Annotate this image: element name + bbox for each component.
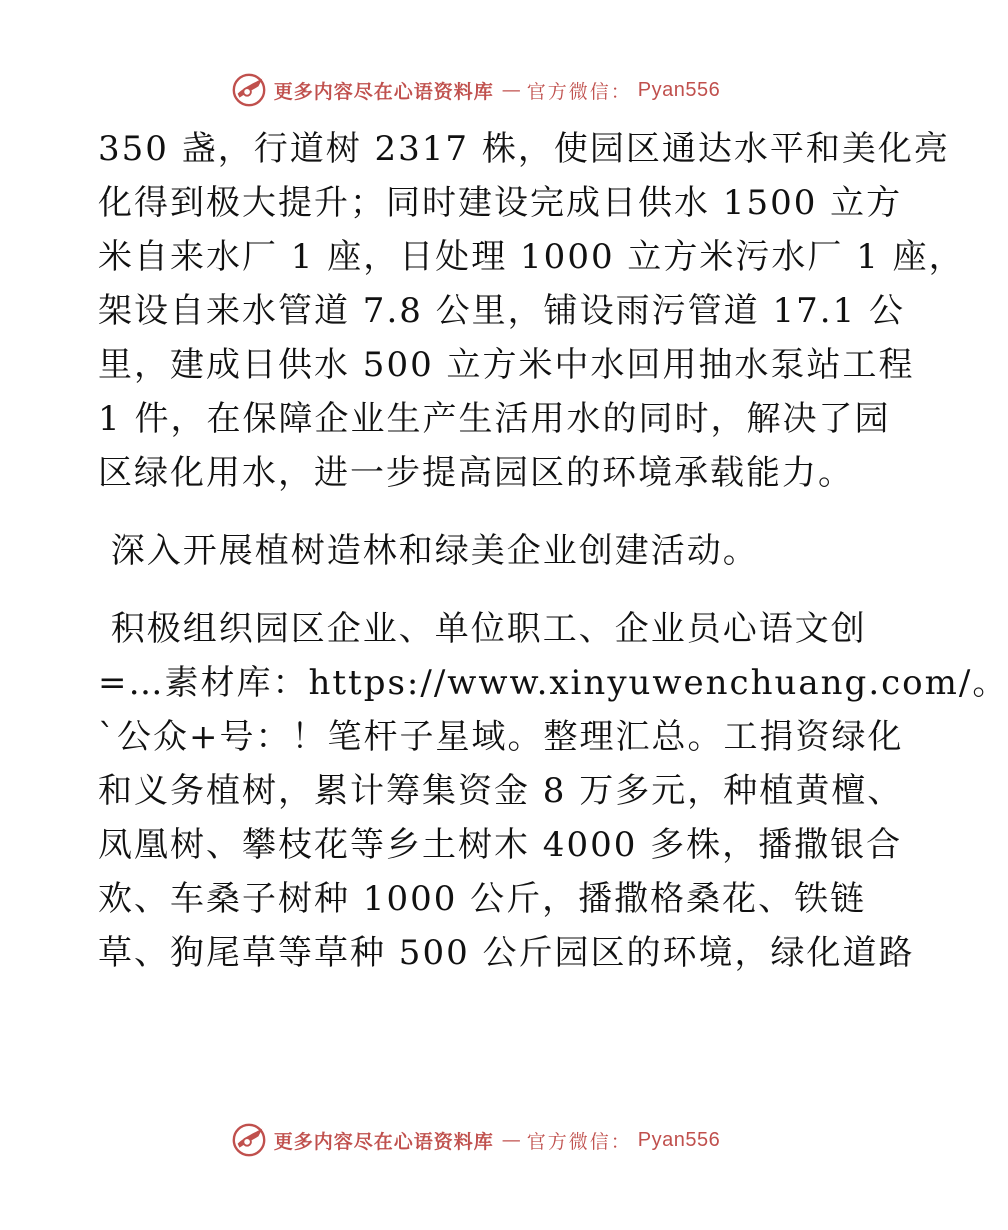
text-line: 欢、车桑子树种 1000 公斤，播撒格桑花、铁链 xyxy=(98,879,867,919)
text-line: =…素材库：https://www.xinyuwenchuang.com/。 xyxy=(98,663,1008,703)
text-line: 积极组织园区企业、单位职工、企业员心语文创 xyxy=(98,609,867,649)
header-watermark xyxy=(0,70,950,110)
text-line: `公众+号：！笔杆子星域。整理汇总。工捐资绿化 xyxy=(98,717,904,757)
footer-watermark xyxy=(0,1120,950,1160)
footer-wechat-label: 官方微信： xyxy=(526,1130,632,1153)
header-brand: 更多内容尽在心语资料库 xyxy=(273,80,494,103)
text-line: 深入开展植树造林和绿美企业创建活动。 xyxy=(98,531,759,571)
footer-brand: 更多内容尽在心语资料库 xyxy=(273,1130,494,1153)
text-line: 凤凰树、攀枝花等乡土树木 4000 多株，播撒银合 xyxy=(98,825,903,865)
text-line: 区绿化用水，进一步提高园区的环境承载能力。 xyxy=(98,453,854,493)
paragraph-3 xyxy=(98,602,1008,980)
text-line: 米自来水厂 1 座，日处理 1000 立方米污水厂 1 座， xyxy=(98,237,965,277)
text-line: 和义务植树，累计筹集资金 8 万多元，种植黄檀、 xyxy=(98,771,904,811)
text-line: 草、狗尾草等草种 500 公斤园区的环境，绿化道路 xyxy=(98,933,915,973)
footer-dash: — xyxy=(501,1129,519,1151)
text-line: 1 件，在保障企业生产生活用水的同时，解决了园 xyxy=(98,399,891,439)
header-dash: — xyxy=(501,79,519,101)
text-line: 化得到极大提升；同时建设完成日供水 1500 立方 xyxy=(98,183,903,223)
paragraph-1 xyxy=(98,122,965,500)
footer-wechat-id: Pyan556 xyxy=(637,1128,721,1151)
pen-seal-icon xyxy=(230,1121,268,1159)
text-line: 里，建成日供水 500 立方米中水回用抽水泵站工程 xyxy=(98,345,915,385)
text-line: 350 盏，行道树 2317 株，使园区通达水平和美化亮 xyxy=(98,129,950,169)
paragraph-2 xyxy=(98,524,858,578)
document-body xyxy=(98,122,1008,980)
pen-seal-icon xyxy=(230,71,268,109)
header-wechat-id: Pyan556 xyxy=(637,78,721,101)
text-line: 架设自来水管道 7.8 公里，铺设雨污管道 17.1 公 xyxy=(98,291,906,331)
header-wechat-label: 官方微信： xyxy=(526,80,632,103)
